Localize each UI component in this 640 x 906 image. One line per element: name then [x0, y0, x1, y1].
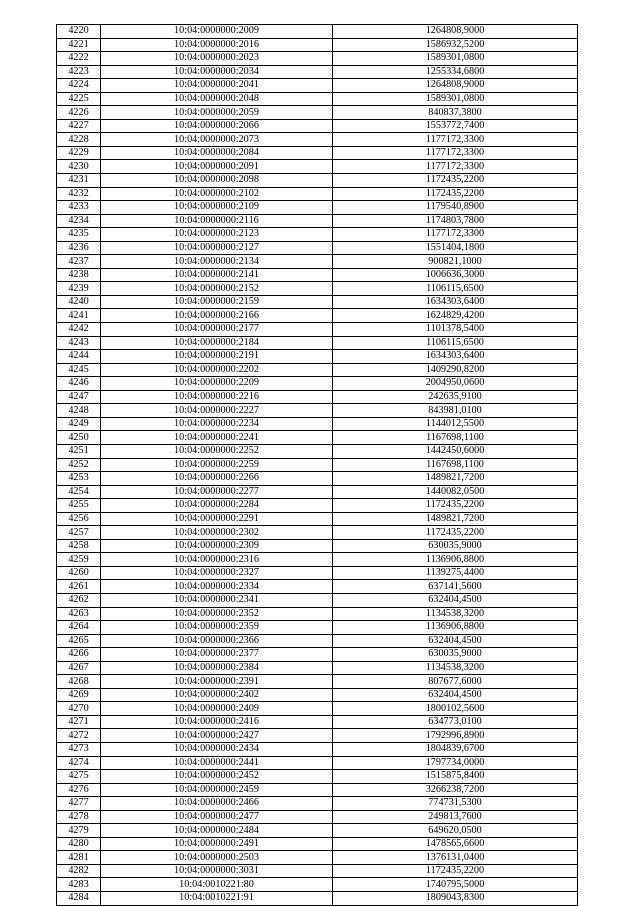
cadastral-value-cell: 807677,6000 [333, 675, 578, 689]
row-number-cell: 4251 [57, 444, 101, 458]
table-row [57, 797, 578, 811]
cadastral-value-cell: 1136906,8800 [333, 553, 578, 567]
cadastral-number-cell: 10:04:0000000:2209 [101, 377, 333, 391]
row-number-cell: 4255 [57, 499, 101, 513]
table-row [57, 688, 578, 702]
cadastral-number-cell: 10:04:0010221:80 [101, 878, 333, 892]
cadastral-number-cell: 10:04:0000000:2141 [101, 268, 333, 282]
row-number-cell: 4241 [57, 309, 101, 323]
cadastral-number-cell: 10:04:0000000:2023 [101, 52, 333, 66]
cadastral-value-cell: 1797734,0000 [333, 756, 578, 770]
row-number-cell: 4226 [57, 106, 101, 120]
cadastral-number-cell: 10:04:0000000:2016 [101, 38, 333, 52]
row-number-cell: 4262 [57, 593, 101, 607]
cadastral-value-cell: 1589301,0800 [333, 52, 578, 66]
table-row [57, 742, 578, 756]
cadastral-value-cell: 1177172,3300 [333, 228, 578, 242]
row-number-cell: 4239 [57, 282, 101, 296]
cadastral-value-cell: 840837,3800 [333, 106, 578, 120]
table-row [57, 38, 578, 52]
cadastral-number-cell: 10:04:0000000:2034 [101, 65, 333, 79]
cadastral-value-cell: 1809043,8300 [333, 892, 578, 906]
table-row [57, 444, 578, 458]
table-row [57, 702, 578, 716]
cadastral-number-cell: 10:04:0000000:2048 [101, 92, 333, 106]
table-row [57, 309, 578, 323]
row-number-cell: 4282 [57, 864, 101, 878]
cadastral-number-cell: 10:04:0000000:2109 [101, 201, 333, 215]
cadastral-value-cell: 1167698,1100 [333, 458, 578, 472]
cadastral-value-cell: 1134538,3200 [333, 661, 578, 675]
table-row [57, 499, 578, 513]
table-row [57, 146, 578, 160]
row-number-cell: 4284 [57, 892, 101, 906]
table-row [57, 770, 578, 784]
cadastral-value-cell: 1478565,6600 [333, 837, 578, 851]
cadastral-value-cell: 1174803,7800 [333, 214, 578, 228]
cadastral-number-cell: 10:04:0000000:2466 [101, 797, 333, 811]
cadastral-value-cell: 1006636,3000 [333, 268, 578, 282]
cadastral-number-cell: 10:04:0000000:2452 [101, 770, 333, 784]
cadastral-number-cell: 10:04:0000000:2266 [101, 472, 333, 486]
table-row [57, 512, 578, 526]
cadastral-number-cell: 10:04:0000000:2084 [101, 146, 333, 160]
cadastral-value-table [56, 24, 578, 906]
row-number-cell: 4234 [57, 214, 101, 228]
cadastral-value-cell: 1106115,6500 [333, 336, 578, 350]
cadastral-number-cell: 10:04:0000000:2134 [101, 255, 333, 269]
cadastral-value-cell: 3266238,7200 [333, 783, 578, 797]
cadastral-number-cell: 10:04:0000000:2416 [101, 715, 333, 729]
cadastral-value-cell: 1136906,8800 [333, 621, 578, 635]
cadastral-number-cell: 10:04:0000000:2341 [101, 593, 333, 607]
cadastral-number-cell: 10:04:0000000:2409 [101, 702, 333, 716]
table-row [57, 25, 578, 39]
cadastral-value-cell: 1551404,1800 [333, 241, 578, 255]
row-number-cell: 4275 [57, 770, 101, 784]
cadastral-number-cell: 10:04:0000000:2152 [101, 282, 333, 296]
table-row [57, 526, 578, 540]
cadastral-number-cell: 10:04:0000000:2009 [101, 25, 333, 39]
cadastral-value-cell: 1172435,2200 [333, 864, 578, 878]
table-row [57, 201, 578, 215]
row-number-cell: 4273 [57, 742, 101, 756]
cadastral-value-cell: 632404,4500 [333, 688, 578, 702]
cadastral-value-cell: 1804839,6700 [333, 742, 578, 756]
cadastral-number-cell: 10:04:0000000:2116 [101, 214, 333, 228]
row-number-cell: 4233 [57, 201, 101, 215]
table-row [57, 133, 578, 147]
row-number-cell: 4235 [57, 228, 101, 242]
cadastral-value-cell: 249813,7600 [333, 810, 578, 824]
row-number-cell: 4244 [57, 350, 101, 364]
cadastral-number-cell: 10:04:0000000:2377 [101, 648, 333, 662]
row-number-cell: 4231 [57, 174, 101, 188]
row-number-cell: 4220 [57, 25, 101, 39]
table-row [57, 715, 578, 729]
table-row [57, 593, 578, 607]
table-row [57, 485, 578, 499]
table-row [57, 553, 578, 567]
table-row [57, 607, 578, 621]
table-row [57, 241, 578, 255]
cadastral-number-cell: 10:04:0000000:2384 [101, 661, 333, 675]
table-row [57, 417, 578, 431]
cadastral-number-cell: 10:04:0000000:2091 [101, 160, 333, 174]
cadastral-value-cell: 1177172,3300 [333, 146, 578, 160]
cadastral-value-cell: 649620,0500 [333, 824, 578, 838]
table-row [57, 187, 578, 201]
table-row [57, 675, 578, 689]
table-row [57, 92, 578, 106]
row-number-cell: 4221 [57, 38, 101, 52]
row-number-cell: 4222 [57, 52, 101, 66]
cadastral-number-cell: 10:04:0000000:2327 [101, 566, 333, 580]
row-number-cell: 4278 [57, 810, 101, 824]
row-number-cell: 4263 [57, 607, 101, 621]
table-row [57, 851, 578, 865]
cadastral-value-cell: 1624829,4200 [333, 309, 578, 323]
cadastral-value-cell: 1144012,5500 [333, 417, 578, 431]
row-number-cell: 4237 [57, 255, 101, 269]
table-row [57, 79, 578, 93]
table-row [57, 634, 578, 648]
table-row [57, 255, 578, 269]
table-row [57, 566, 578, 580]
data-table-container [56, 24, 577, 906]
cadastral-number-cell: 10:04:0000000:2059 [101, 106, 333, 120]
table-row [57, 228, 578, 242]
cadastral-value-cell: 1442450,6000 [333, 444, 578, 458]
cadastral-value-cell: 1515875,8400 [333, 770, 578, 784]
cadastral-number-cell: 10:04:0000000:2352 [101, 607, 333, 621]
row-number-cell: 4261 [57, 580, 101, 594]
cadastral-value-cell: 1106115,6500 [333, 282, 578, 296]
row-number-cell: 4230 [57, 160, 101, 174]
row-number-cell: 4268 [57, 675, 101, 689]
table-row [57, 458, 578, 472]
row-number-cell: 4266 [57, 648, 101, 662]
cadastral-number-cell: 10:04:0000000:2041 [101, 79, 333, 93]
row-number-cell: 4279 [57, 824, 101, 838]
cadastral-number-cell: 10:04:0000000:2316 [101, 553, 333, 567]
row-number-cell: 4250 [57, 431, 101, 445]
table-row [57, 472, 578, 486]
cadastral-number-cell: 10:04:0000000:2184 [101, 336, 333, 350]
table-row [57, 295, 578, 309]
table-row [57, 824, 578, 838]
row-number-cell: 4264 [57, 621, 101, 635]
cadastral-number-cell: 10:04:0000000:2191 [101, 350, 333, 364]
table-row [57, 783, 578, 797]
cadastral-number-cell: 10:04:0000000:2366 [101, 634, 333, 648]
cadastral-value-cell: 1167698,1100 [333, 431, 578, 445]
row-number-cell: 4270 [57, 702, 101, 716]
table-row [57, 892, 578, 906]
cadastral-value-cell: 1800102,5600 [333, 702, 578, 716]
cadastral-number-cell: 10:04:0000000:2259 [101, 458, 333, 472]
cadastral-number-cell: 10:04:0000000:2123 [101, 228, 333, 242]
cadastral-value-cell: 1409290,8200 [333, 363, 578, 377]
table-row [57, 323, 578, 337]
table-row [57, 648, 578, 662]
row-number-cell: 4271 [57, 715, 101, 729]
row-number-cell: 4246 [57, 377, 101, 391]
row-number-cell: 4276 [57, 783, 101, 797]
cadastral-number-cell: 10:04:0000000:2434 [101, 742, 333, 756]
cadastral-value-cell: 632404,4500 [333, 634, 578, 648]
table-row [57, 756, 578, 770]
cadastral-number-cell: 10:04:0000000:2441 [101, 756, 333, 770]
table-row [57, 621, 578, 635]
cadastral-value-cell: 1634303,6400 [333, 350, 578, 364]
table-row [57, 363, 578, 377]
row-number-cell: 4280 [57, 837, 101, 851]
table-row [57, 580, 578, 594]
cadastral-value-cell: 1172435,2200 [333, 187, 578, 201]
row-number-cell: 4277 [57, 797, 101, 811]
row-number-cell: 4236 [57, 241, 101, 255]
row-number-cell: 4257 [57, 526, 101, 540]
table-row [57, 390, 578, 404]
row-number-cell: 4227 [57, 119, 101, 133]
cadastral-value-cell: 1376131,0400 [333, 851, 578, 865]
table-row [57, 810, 578, 824]
table-row [57, 350, 578, 364]
cadastral-value-cell: 2004950,0600 [333, 377, 578, 391]
cadastral-value-cell: 1101378,5400 [333, 323, 578, 337]
row-number-cell: 4283 [57, 878, 101, 892]
cadastral-number-cell: 10:04:0000000:2098 [101, 174, 333, 188]
cadastral-number-cell: 10:04:0000000:2102 [101, 187, 333, 201]
cadastral-number-cell: 10:04:0000000:2309 [101, 539, 333, 553]
cadastral-number-cell: 10:04:0000000:2127 [101, 241, 333, 255]
cadastral-value-cell: 1172435,2200 [333, 526, 578, 540]
row-number-cell: 4242 [57, 323, 101, 337]
cadastral-value-cell: 1172435,2200 [333, 499, 578, 513]
cadastral-number-cell: 10:04:0000000:2477 [101, 810, 333, 824]
cadastral-value-cell: 630035,9000 [333, 539, 578, 553]
row-number-cell: 4225 [57, 92, 101, 106]
cadastral-number-cell: 10:04:0000000:2073 [101, 133, 333, 147]
cadastral-value-cell: 1264808,9000 [333, 79, 578, 93]
cadastral-value-cell: 1740795,5000 [333, 878, 578, 892]
cadastral-number-cell: 10:04:0000000:2391 [101, 675, 333, 689]
cadastral-number-cell: 10:04:0000000:2216 [101, 390, 333, 404]
table-row [57, 878, 578, 892]
cadastral-number-cell: 10:04:0000000:2227 [101, 404, 333, 418]
table-row [57, 539, 578, 553]
cadastral-value-cell: 1177172,3300 [333, 160, 578, 174]
row-number-cell: 4272 [57, 729, 101, 743]
cadastral-number-cell: 10:04:0000000:2302 [101, 526, 333, 540]
table-row [57, 336, 578, 350]
cadastral-value-cell: 242635,9100 [333, 390, 578, 404]
cadastral-number-cell: 10:04:0000000:2202 [101, 363, 333, 377]
cadastral-number-cell: 10:04:0000000:2277 [101, 485, 333, 499]
cadastral-value-cell: 1172435,2200 [333, 174, 578, 188]
table-row [57, 268, 578, 282]
table-row [57, 119, 578, 133]
cadastral-value-cell: 1255334,6800 [333, 65, 578, 79]
table-row [57, 282, 578, 296]
cadastral-value-cell: 843981,0100 [333, 404, 578, 418]
cadastral-value-cell: 1586932,5200 [333, 38, 578, 52]
cadastral-number-cell: 10:04:0000000:2177 [101, 323, 333, 337]
row-number-cell: 4281 [57, 851, 101, 865]
row-number-cell: 4259 [57, 553, 101, 567]
cadastral-number-cell: 10:04:0000000:3031 [101, 864, 333, 878]
cadastral-number-cell: 10:04:0000000:2166 [101, 309, 333, 323]
row-number-cell: 4247 [57, 390, 101, 404]
cadastral-value-cell: 1553772,7400 [333, 119, 578, 133]
cadastral-number-cell: 10:04:0000000:2484 [101, 824, 333, 838]
row-number-cell: 4243 [57, 336, 101, 350]
cadastral-value-cell: 1440082,0500 [333, 485, 578, 499]
cadastral-number-cell: 10:04:0000000:2234 [101, 417, 333, 431]
row-number-cell: 4253 [57, 472, 101, 486]
cadastral-number-cell: 10:04:0000000:2503 [101, 851, 333, 865]
table-row [57, 729, 578, 743]
cadastral-value-cell: 634773,0100 [333, 715, 578, 729]
cadastral-number-cell: 10:04:0000000:2491 [101, 837, 333, 851]
cadastral-value-cell: 1264808,9000 [333, 25, 578, 39]
table-row [57, 377, 578, 391]
row-number-cell: 4252 [57, 458, 101, 472]
cadastral-value-cell: 1177172,3300 [333, 133, 578, 147]
cadastral-number-cell: 10:04:0010221:91 [101, 892, 333, 906]
cadastral-value-cell: 1489821,7200 [333, 512, 578, 526]
cadastral-number-cell: 10:04:0000000:2359 [101, 621, 333, 635]
table-row [57, 65, 578, 79]
cadastral-number-cell: 10:04:0000000:2291 [101, 512, 333, 526]
row-number-cell: 4224 [57, 79, 101, 93]
table-row [57, 52, 578, 66]
row-number-cell: 4228 [57, 133, 101, 147]
cadastral-value-cell: 637141,5600 [333, 580, 578, 594]
cadastral-number-cell: 10:04:0000000:2334 [101, 580, 333, 594]
table-row [57, 431, 578, 445]
row-number-cell: 4267 [57, 661, 101, 675]
cadastral-value-cell: 630035,9000 [333, 648, 578, 662]
table-body [57, 25, 578, 906]
row-number-cell: 4249 [57, 417, 101, 431]
cadastral-value-cell: 1134538,3200 [333, 607, 578, 621]
row-number-cell: 4245 [57, 363, 101, 377]
cadastral-value-cell: 1634303,6400 [333, 295, 578, 309]
cadastral-number-cell: 10:04:0000000:2284 [101, 499, 333, 513]
cadastral-value-cell: 900821,1000 [333, 255, 578, 269]
table-row [57, 864, 578, 878]
cadastral-number-cell: 10:04:0000000:2159 [101, 295, 333, 309]
table-row [57, 106, 578, 120]
row-number-cell: 4254 [57, 485, 101, 499]
row-number-cell: 4274 [57, 756, 101, 770]
row-number-cell: 4238 [57, 268, 101, 282]
cadastral-number-cell: 10:04:0000000:2427 [101, 729, 333, 743]
row-number-cell: 4265 [57, 634, 101, 648]
cadastral-value-cell: 1179540,8900 [333, 201, 578, 215]
row-number-cell: 4248 [57, 404, 101, 418]
cadastral-value-cell: 1589301,0800 [333, 92, 578, 106]
cadastral-number-cell: 10:04:0000000:2241 [101, 431, 333, 445]
table-row [57, 214, 578, 228]
row-number-cell: 4229 [57, 146, 101, 160]
cadastral-value-cell: 632404,4500 [333, 593, 578, 607]
table-row [57, 174, 578, 188]
row-number-cell: 4232 [57, 187, 101, 201]
table-row [57, 661, 578, 675]
cadastral-value-cell: 1792996,8900 [333, 729, 578, 743]
table-row [57, 404, 578, 418]
row-number-cell: 4269 [57, 688, 101, 702]
table-row [57, 160, 578, 174]
cadastral-number-cell: 10:04:0000000:2459 [101, 783, 333, 797]
table-row [57, 837, 578, 851]
cadastral-number-cell: 10:04:0000000:2252 [101, 444, 333, 458]
row-number-cell: 4223 [57, 65, 101, 79]
cadastral-value-cell: 1139275,4400 [333, 566, 578, 580]
cadastral-value-cell: 1489821,7200 [333, 472, 578, 486]
cadastral-number-cell: 10:04:0000000:2066 [101, 119, 333, 133]
row-number-cell: 4260 [57, 566, 101, 580]
row-number-cell: 4256 [57, 512, 101, 526]
cadastral-value-cell: 774731,5300 [333, 797, 578, 811]
row-number-cell: 4240 [57, 295, 101, 309]
cadastral-number-cell: 10:04:0000000:2402 [101, 688, 333, 702]
row-number-cell: 4258 [57, 539, 101, 553]
